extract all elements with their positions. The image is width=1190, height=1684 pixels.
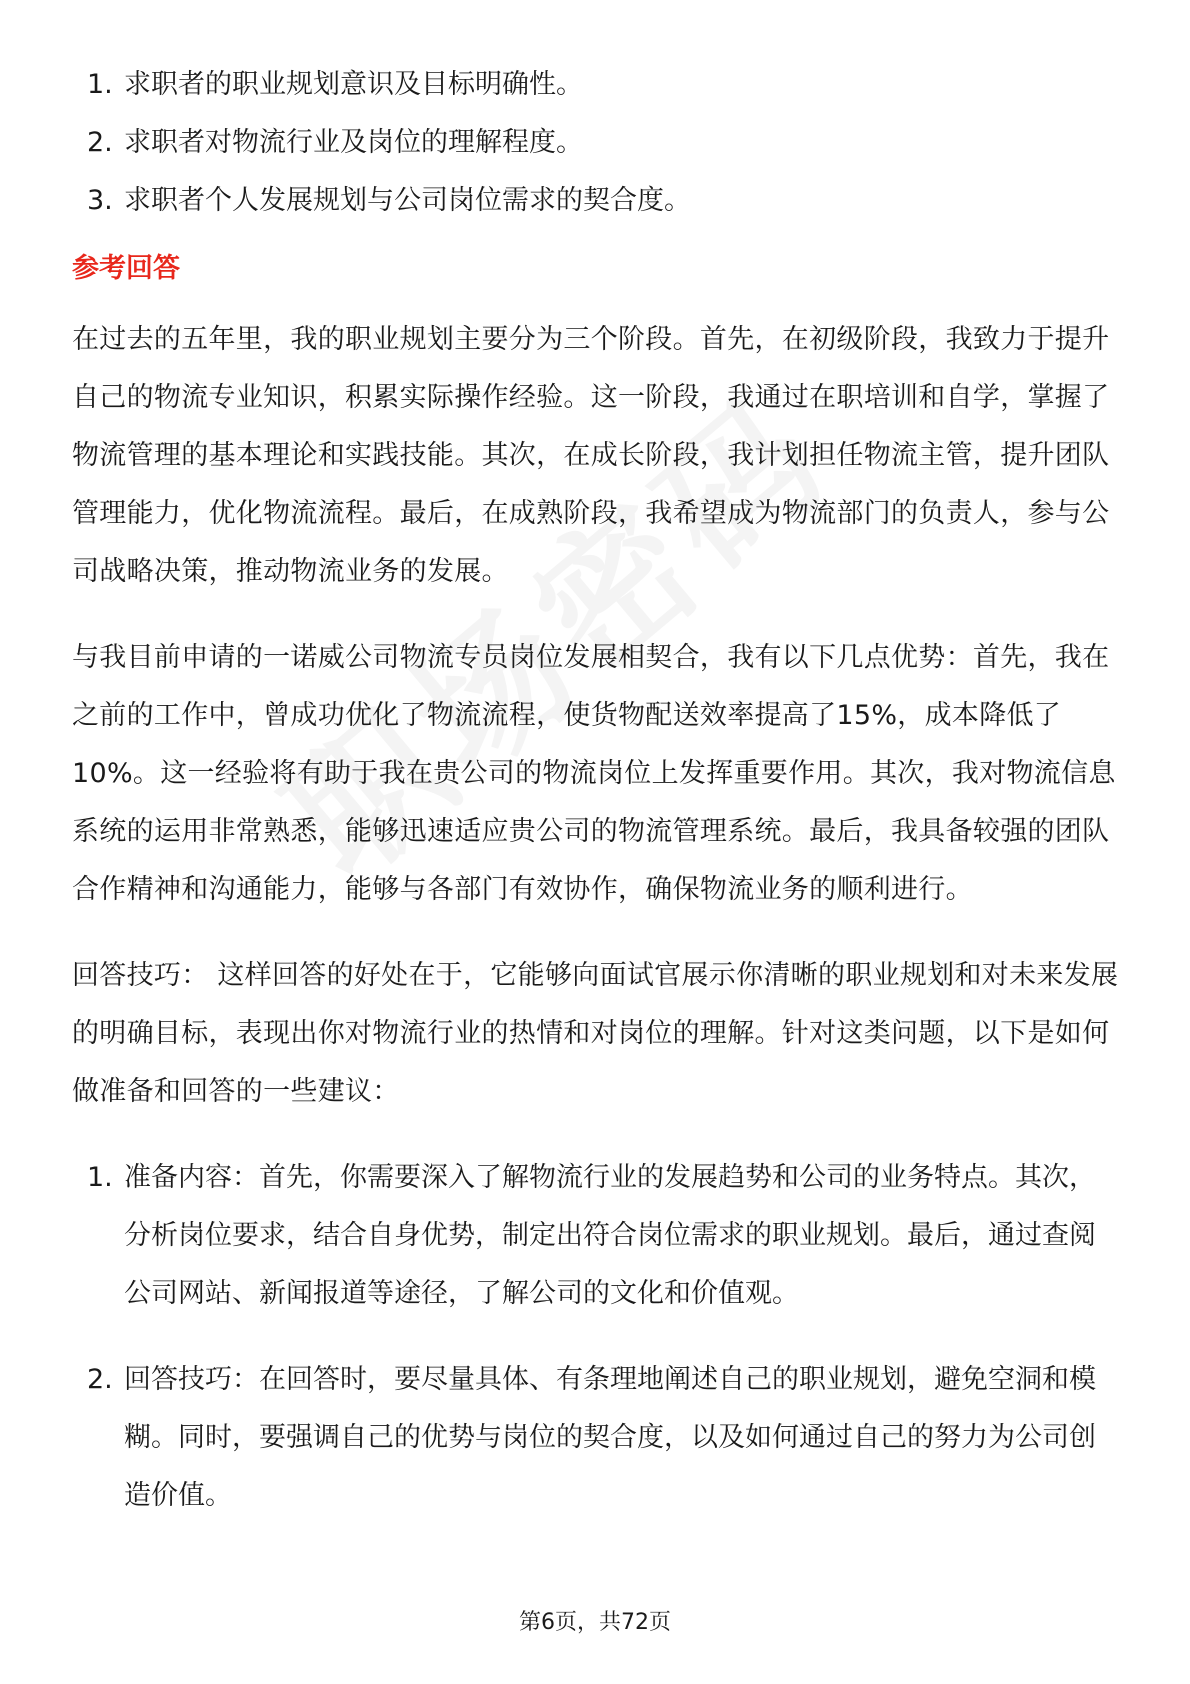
page-footer: 第6页，共72页 xyxy=(519,1610,671,1635)
answer-paragraph: 与我目前申请的一诺威公司物流专员岗位发展相契合，我有以下几点优势：首先，我在之前的工作中，曾成功优化了物流流程，使货物配送效率提高了15%，成本降低了10%。这一经验将有助于我在贵公司的物流岗位上发挥重要作用。其次，我对物流信息系统的运用非常熟悉，能够迅速适应贵公司的物流管理系统。最后，我具备较强的团队合作精神和沟通能力，能够与各部门有效协作，确保物流业务的顺利进行。 xyxy=(72,642,1116,905)
list-text: 准备内容：首先，你需要深入了解物流行业的发展趋势和公司的业务特点。其次，分析岗位要求，结合自身优势，制定出符合岗位需求的职业规划。最后，通过查阅公司网站、新闻报道等途径，了解公司的文化和价值观。 xyxy=(124,1162,1096,1309)
tips-intro-paragraph: 回答技巧： 这样回答的好处在于，它能够向面试官展示你清晰的职业规划和对未来发展的明确目标，表现出你对物流行业的热情和对岗位的理解。针对这类问题，以下是如何做准备和回答的一些建议： xyxy=(72,960,1119,1107)
list-number: 1. xyxy=(87,1162,113,1193)
list-number: 2. xyxy=(87,127,113,158)
evaluation-points-list xyxy=(72,56,1122,230)
list-item xyxy=(72,1351,1122,1525)
list-item xyxy=(72,56,1122,114)
list-number: 2. xyxy=(87,1364,113,1395)
tips-list xyxy=(72,1149,1122,1525)
list-text: 求职者的职业规划意识及目标明确性。 xyxy=(124,69,583,100)
answer-paragraph: 在过去的五年里，我的职业规划主要分为三个阶段。首先，在初级阶段，我致力于提升自己的物流专业知识，积累实际操作经验。这一阶段，我通过在职培训和自学，掌握了物流管理的基本理论和实践技能。其次，在成长阶段，我计划担任物流主管，提升团队管理能力，优化物流流程。最后，在成熟阶段，我希望成为物流部门的负责人，参与公司战略决策，推动物流业务的发展。 xyxy=(72,324,1110,587)
list-number: 1. xyxy=(87,69,113,100)
list-text: 回答技巧：在回答时，要尽量具体、有条理地阐述自己的职业规划，避免空洞和模糊。同时，要强调自己的优势与岗位的契合度，以及如何通过自己的努力为公司创造价值。 xyxy=(124,1364,1096,1511)
section-heading: 参考回答 xyxy=(72,253,180,284)
list-number: 3. xyxy=(87,185,113,216)
list-item xyxy=(72,1149,1122,1323)
list-item xyxy=(72,172,1122,230)
page-content xyxy=(72,56,1122,1553)
list-item xyxy=(72,114,1122,172)
list-text: 求职者个人发展规划与公司岗位需求的契合度。 xyxy=(124,185,691,216)
list-text: 求职者对物流行业及岗位的理解程度。 xyxy=(124,127,583,158)
